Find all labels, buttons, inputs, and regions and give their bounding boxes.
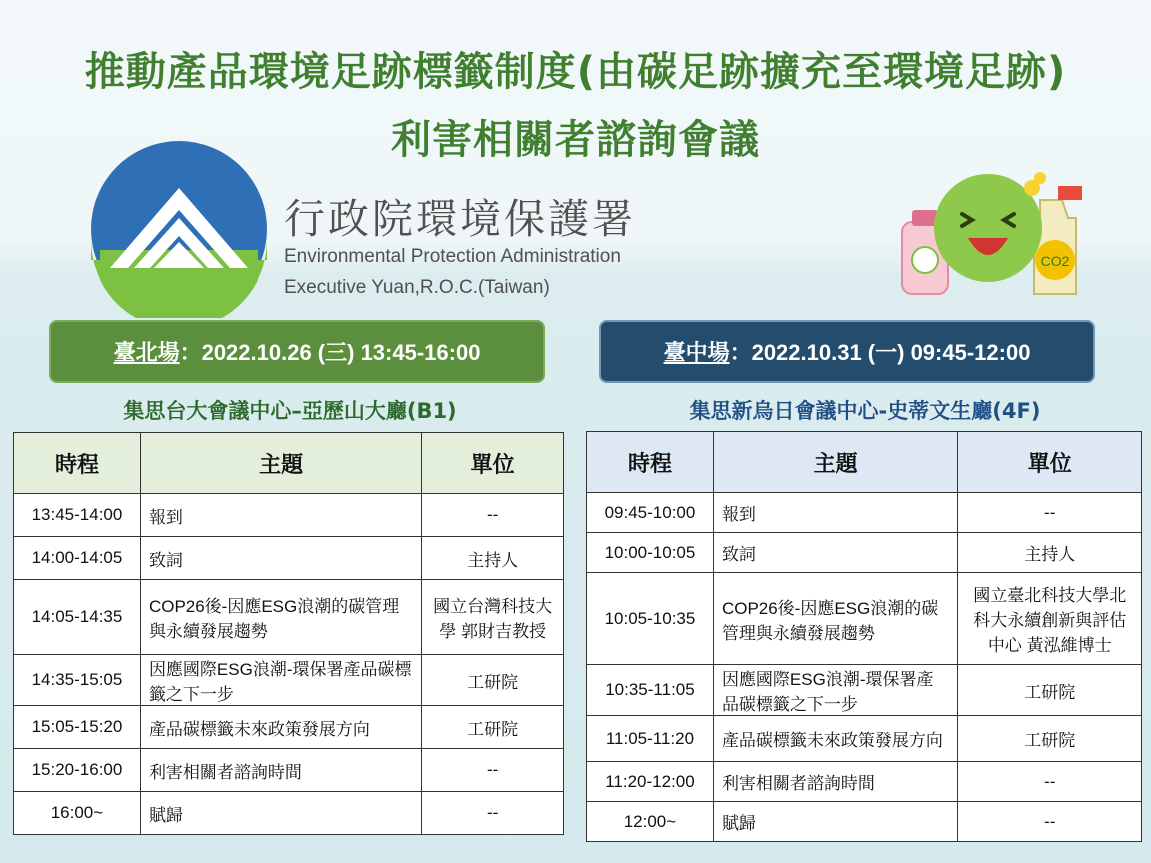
row-time: 13:45-14:00 — [14, 494, 141, 537]
header-time: 時程 — [587, 432, 714, 493]
taipei-session-banner — [49, 320, 545, 383]
row-time: 10:35-11:05 — [587, 665, 714, 716]
row-unit: -- — [422, 749, 564, 792]
row-topic: 致詞 — [140, 537, 421, 580]
row-time: 11:20-12:00 — [587, 762, 714, 802]
table-row — [14, 749, 564, 792]
row-topic: 賦歸 — [713, 802, 957, 842]
row-topic: 致詞 — [713, 533, 957, 573]
row-unit: 國立台灣科技大學 郭財吉教授 — [422, 580, 564, 655]
table-row — [14, 537, 564, 580]
row-unit: 工研院 — [422, 706, 564, 749]
taichung-city-label: 臺中場 — [663, 340, 730, 365]
header-topic: 主題 — [140, 433, 421, 494]
row-unit: -- — [422, 494, 564, 537]
table-row — [587, 802, 1142, 842]
row-topic: 報到 — [140, 494, 421, 537]
row-unit: -- — [422, 792, 564, 835]
table-row — [587, 533, 1142, 573]
table-row — [14, 580, 564, 655]
table-row — [587, 665, 1142, 716]
carbon-mascot-illustration — [890, 160, 1120, 310]
page-subtitle: 利害相關者諮詢會議 — [391, 117, 760, 163]
table-row — [14, 494, 564, 537]
row-unit: 主持人 — [958, 533, 1142, 573]
row-topic: 利害相關者諮詢時間 — [713, 762, 957, 802]
taichung-venue: 集思新烏日會議中心-史蒂文生廳(4F) — [689, 399, 1041, 423]
row-unit: 主持人 — [422, 537, 564, 580]
org-name-zh: 行政院環境保護署 — [284, 195, 636, 243]
row-unit: -- — [958, 493, 1142, 533]
header-topic: 主題 — [713, 432, 957, 493]
row-unit: 工研院 — [422, 655, 564, 706]
row-topic: COP26後-因應ESG浪潮的碳管理與永續發展趨勢 — [713, 573, 957, 665]
table-row — [587, 762, 1142, 802]
row-unit: 工研院 — [958, 665, 1142, 716]
row-unit: -- — [958, 802, 1142, 842]
table-header-row — [587, 432, 1142, 493]
row-time: 15:20-16:00 — [14, 749, 141, 792]
row-time: 15:05-15:20 — [14, 706, 141, 749]
row-unit: 國立臺北科技大學北科大永續創新與評估中心 黃泓維博士 — [958, 573, 1142, 665]
row-topic: 產品碳標籤未來政策發展方向 — [140, 706, 421, 749]
header-unit: 單位 — [422, 433, 564, 494]
mascot-co2-text: CO2 — [1040, 253, 1070, 269]
row-topic: 賦歸 — [140, 792, 421, 835]
table-row — [14, 792, 564, 835]
taichung-session-banner — [599, 320, 1095, 383]
row-time: 10:05-10:35 — [587, 573, 714, 665]
row-topic: COP26後-因應ESG浪潮的碳管理與永續發展趨勢 — [140, 580, 421, 655]
table-row — [587, 716, 1142, 762]
row-time: 14:00-14:05 — [14, 537, 141, 580]
row-topic: 報到 — [713, 493, 957, 533]
row-unit: -- — [958, 762, 1142, 802]
taichung-datetime: ：2022.10.31 (一) 09:45-12:00 — [729, 340, 1031, 365]
taipei-venue: 集思台大會議中心–亞歷山大廳(B1) — [123, 399, 457, 423]
row-topic: 因應國際ESG浪潮-環保署產品碳標籤之下一步 — [140, 655, 421, 706]
table-row — [14, 655, 564, 706]
row-time: 14:35-15:05 — [14, 655, 141, 706]
page-title: 推動產品環境足跡標籤制度(由碳足跡擴充至環境足跡) — [84, 49, 1067, 95]
row-unit: 工研院 — [958, 716, 1142, 762]
table-row — [14, 706, 564, 749]
row-topic: 產品碳標籤未來政策發展方向 — [713, 716, 957, 762]
row-time: 11:05-11:20 — [587, 716, 714, 762]
table-header-row — [14, 433, 564, 494]
org-name-en: Environmental Protection Administration — [284, 246, 621, 267]
row-topic: 利害相關者諮詢時間 — [140, 749, 421, 792]
row-time: 16:00~ — [14, 792, 141, 835]
table-row — [587, 493, 1142, 533]
taichung-schedule-table — [586, 431, 1142, 842]
row-time: 14:05-14:35 — [14, 580, 141, 655]
row-time: 12:00~ — [587, 802, 714, 842]
row-time: 10:00-10:05 — [587, 533, 714, 573]
taipei-datetime: ：2022.10.26 (三) 13:45-16:00 — [179, 340, 481, 365]
table-row — [587, 573, 1142, 665]
epa-logo — [90, 140, 268, 318]
row-time: 09:45-10:00 — [587, 493, 714, 533]
header-time: 時程 — [14, 433, 141, 494]
taipei-city-label: 臺北場 — [113, 340, 180, 365]
taipei-schedule-table — [13, 432, 564, 835]
org-name-en-2: Executive Yuan,R.O.C.(Taiwan) — [284, 277, 550, 298]
header-unit: 單位 — [958, 432, 1142, 493]
row-topic: 因應國際ESG浪潮-環保署產品碳標籤之下一步 — [713, 665, 957, 716]
